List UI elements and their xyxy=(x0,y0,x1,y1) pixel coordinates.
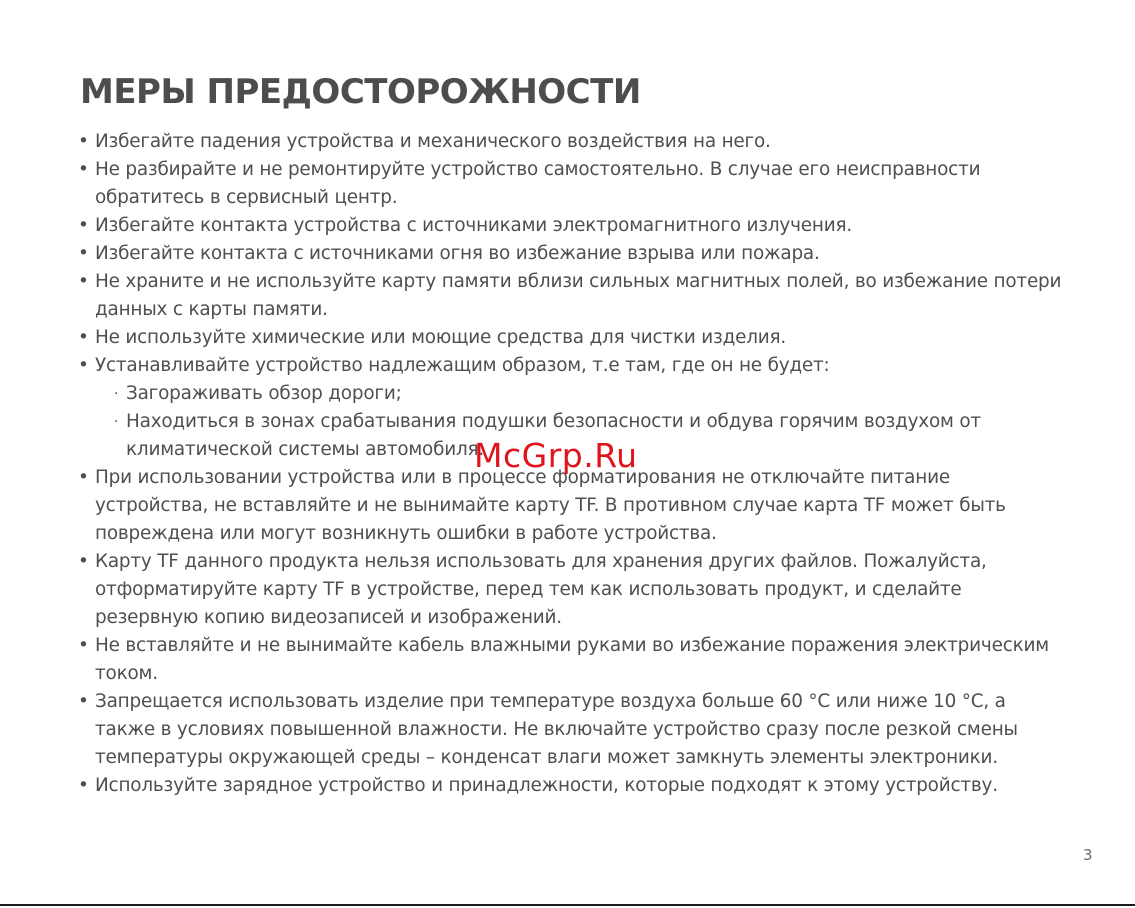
bullet-marker: • xyxy=(78,355,89,376)
list-item-text: Карту TF данного продукта нельзя использовать для хранения других файлов. Пожалуйста, отформатируйте карту TF в устройстве, перед тем как использовать продукт, и сделайте резервную копию видеозаписей и изображений. xyxy=(95,551,987,628)
bullet-marker: • xyxy=(78,635,89,656)
bullet-marker: • xyxy=(78,131,89,152)
page-title: МЕРЫ ПРЕДОСТОРОЖНОСТИ xyxy=(80,72,641,112)
list-item xyxy=(78,632,1063,688)
sub-bullet-marker: · xyxy=(114,414,119,430)
list-item-text: Устанавливайте устройство надлежащим образом, т.е там, где он не будет: xyxy=(95,355,830,376)
list-item-text: Избегайте контакта с источниками огня во избежание взрыва или пожара. xyxy=(95,243,820,264)
bullet-marker: • xyxy=(78,271,89,292)
bullet-marker: • xyxy=(78,467,89,488)
bullet-marker: • xyxy=(78,159,89,180)
sub-bullet-marker: · xyxy=(114,386,119,402)
list-item xyxy=(78,240,1063,268)
bullet-marker: • xyxy=(78,243,89,264)
bullet-marker: • xyxy=(78,551,89,572)
list-item-text: Не используйте химические или моющие средства для чистки изделия. xyxy=(95,327,787,348)
sub-list-item-text: Находиться в зонах срабатывания подушки безопасности и обдува горячим воздухом от климатической системы автомобиля. xyxy=(126,411,981,460)
list-item xyxy=(78,268,1063,324)
watermark-logo: McGrp.Ru xyxy=(474,436,638,475)
bottom-divider xyxy=(0,904,1135,906)
list-item xyxy=(78,548,1063,632)
bullet-marker: • xyxy=(78,215,89,236)
list-item-text: Используйте зарядное устройство и принадлежности, которые подходят к этому устройству. xyxy=(95,775,998,796)
bullet-marker: • xyxy=(78,691,89,712)
sub-list-item xyxy=(95,380,1063,408)
sub-list-item-text: Загораживать обзор дороги; xyxy=(126,383,402,404)
list-item-text: Избегайте контакта устройства с источниками электромагнитного излучения. xyxy=(95,215,852,236)
list-item-text: Избегайте падения устройства и механического воздействия на него. xyxy=(95,131,771,152)
list-item xyxy=(78,324,1063,352)
bullet-marker: • xyxy=(78,775,89,796)
list-item xyxy=(78,772,1063,800)
page-number: 3 xyxy=(1083,846,1093,864)
list-item xyxy=(78,212,1063,240)
list-item-text: Не разбирайте и не ремонтируйте устройство самостоятельно. В случае его неисправности обратитесь в сервисный центр. xyxy=(95,159,981,208)
list-item-text: Не вставляйте и не вынимайте кабель влажными руками во избежание поражения электрическим током. xyxy=(95,635,1049,684)
list-item-text: Не храните и не используйте карту памяти вблизи сильных магнитных полей, во избежание потери данных с карты памяти. xyxy=(95,271,1062,320)
list-item xyxy=(78,128,1063,156)
list-item xyxy=(78,156,1063,212)
list-item xyxy=(78,688,1063,772)
list-item-text: Запрещается использовать изделие при температуре воздуха больше 60 °C или ниже 10 °C, а также в условиях повышенной влажности. Не включайте устройство сразу после резкой смены температуры окружающей среды – конденсат влаги может замкнуть элементы электроники. xyxy=(95,691,1018,768)
bullet-marker: • xyxy=(78,327,89,348)
list-item-text: При использовании устройства или в процессе форматирования не отключайте питание устройства, не вставляйте и не вынимайте карту TF. В противном случае карта TF может быть повреждена или могут возникнуть ошибки в работе устройства. xyxy=(95,467,1006,544)
